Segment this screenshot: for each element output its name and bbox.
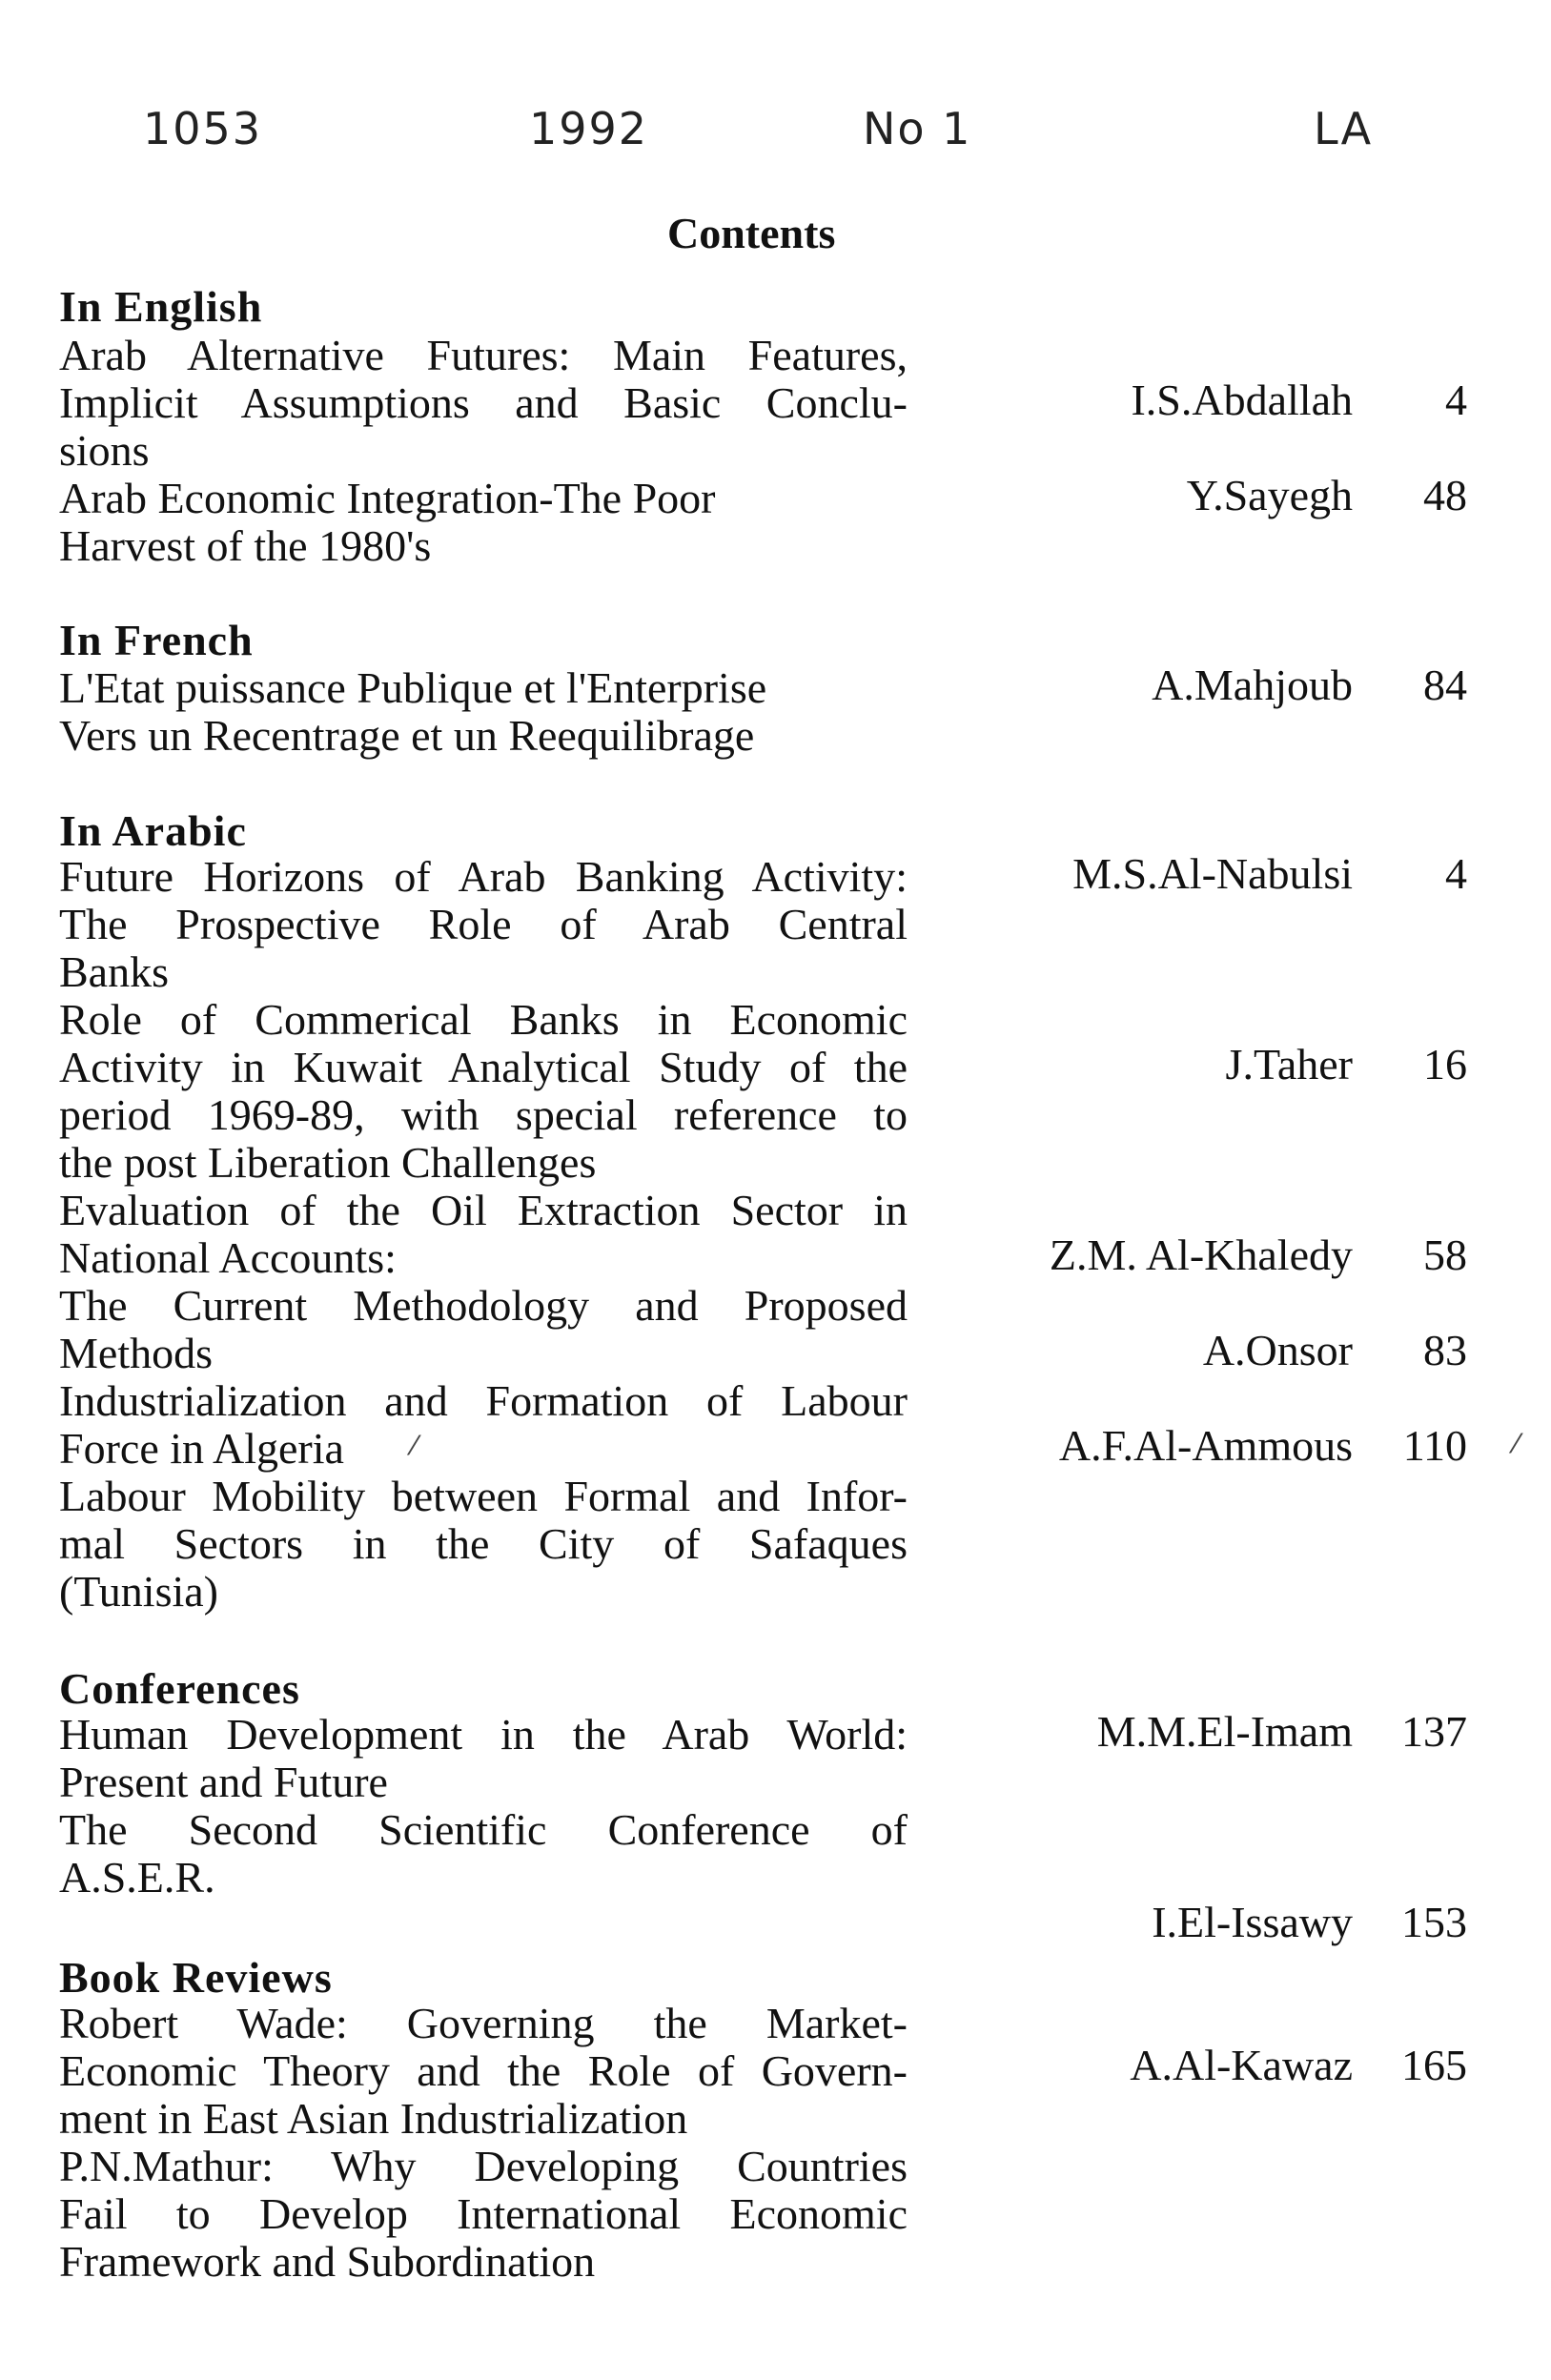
toc-line: Framework and Subordination — [59, 2237, 596, 2286]
author-name: Y.Sayegh — [1186, 471, 1353, 519]
toc-line: mal Sectors in the City of Safaques — [59, 1519, 908, 1568]
toc-line: Banks — [59, 947, 169, 996]
author-name: I.El-Issawy — [1152, 1898, 1353, 1946]
toc-line: L'Etat puissance Publique et l'Enterprise — [59, 663, 767, 712]
toc-line: Human Development in the Arab World: — [59, 1710, 908, 1759]
page-number: 16 — [1423, 1040, 1467, 1088]
author-name: A.Al-Kawaz — [1130, 2041, 1353, 2089]
toc-line: The Prospective Role of Arab Central — [59, 900, 908, 948]
page-number: 165 — [1401, 2041, 1467, 2089]
author-name: M.S.Al-Nabulsi — [1072, 849, 1353, 898]
author-name: A.Onsor — [1202, 1326, 1353, 1374]
author-name: I.S.Abdallah — [1131, 376, 1353, 424]
toc-line: Fail to Develop International Economic — [59, 2189, 908, 2238]
author-name: M.M.El-Imam — [1096, 1707, 1353, 1756]
page-number: 84 — [1423, 661, 1467, 709]
toc-line: Methods — [59, 1329, 213, 1377]
section-heading-french: In French — [59, 616, 254, 664]
toc-line: Labour Mobility between Formal and Infor- — [59, 1472, 908, 1520]
author-name: Z.M. Al-Khaledy — [1049, 1231, 1353, 1279]
page-number: 4 — [1445, 376, 1467, 424]
toc-line: Economic Theory and the Role of Govern- — [59, 2046, 908, 2095]
handwritten-note-4: LA — [1314, 103, 1374, 154]
toc-line: period 1969-89, with special reference to — [59, 1090, 908, 1139]
toc-line: Activity in Kuwait Analytical Study of the — [59, 1043, 908, 1091]
toc-line: Industrialization and Formation of Labour — [59, 1376, 908, 1425]
toc-line: Arab Economic Integration-The Poor — [59, 474, 716, 522]
toc-line: Arab Alternative Futures: Main Features, — [59, 331, 908, 379]
section-heading-english: In English — [59, 282, 263, 331]
toc-line: Future Horizons of Arab Banking Activity: — [59, 852, 908, 901]
page-number: 153 — [1401, 1898, 1467, 1946]
handwritten-note-2: 1992 — [529, 103, 649, 154]
page-number: 4 — [1445, 849, 1467, 898]
author-name: J.Taher — [1225, 1040, 1353, 1088]
toc-line: (Tunisia) — [59, 1567, 218, 1616]
section-heading-arabic: In Arabic — [59, 806, 247, 855]
toc-line: ment in East Asian Industrialization — [59, 2094, 688, 2143]
toc-line: sions — [59, 426, 150, 475]
handwritten-note-3: No 1 — [863, 103, 972, 154]
toc-line: Robert Wade: Governing the Market- — [59, 1999, 908, 2047]
page-title: Contents — [667, 209, 836, 257]
author-name: A.F.Al-Ammous — [1058, 1421, 1353, 1470]
pencil-tick-mark: ⁄ — [1514, 1428, 1519, 1459]
toc-line: P.N.Mathur: Why Developing Countries — [59, 2142, 908, 2190]
section-heading-conferences: Conferences — [59, 1664, 300, 1713]
page-number: 137 — [1401, 1707, 1467, 1756]
toc-line: Vers un Recentrage et un Reequilibrage — [59, 711, 755, 760]
author-name: A.Mahjoub — [1152, 661, 1353, 709]
page-number: 48 — [1423, 471, 1467, 519]
page-number: 83 — [1423, 1326, 1467, 1374]
toc-line: Present and Future — [59, 1758, 388, 1806]
toc-line: National Accounts: — [59, 1233, 397, 1282]
toc-line: The Current Methodology and Proposed — [59, 1281, 908, 1330]
toc-line: Force in Algeria — [59, 1424, 344, 1473]
handwritten-note-1: 1053 — [143, 103, 263, 154]
pencil-tick-mark: ⁄ — [412, 1430, 417, 1461]
toc-line: the post Liberation Challenges — [59, 1138, 597, 1187]
toc-line: Implicit Assumptions and Basic Conclu- — [59, 378, 908, 427]
toc-line: Role of Commerical Banks in Economic — [59, 995, 908, 1044]
toc-line: The Second Scientific Conference of — [59, 1805, 908, 1854]
toc-line: A.S.E.R. — [59, 1853, 215, 1902]
toc-line: Harvest of the 1980's — [59, 521, 432, 570]
toc-line: Evaluation of the Oil Extraction Sector in — [59, 1186, 908, 1234]
page-number: 110 — [1402, 1421, 1467, 1470]
section-heading-book-reviews: Book Reviews — [59, 1953, 333, 2002]
page-number: 58 — [1423, 1231, 1467, 1279]
